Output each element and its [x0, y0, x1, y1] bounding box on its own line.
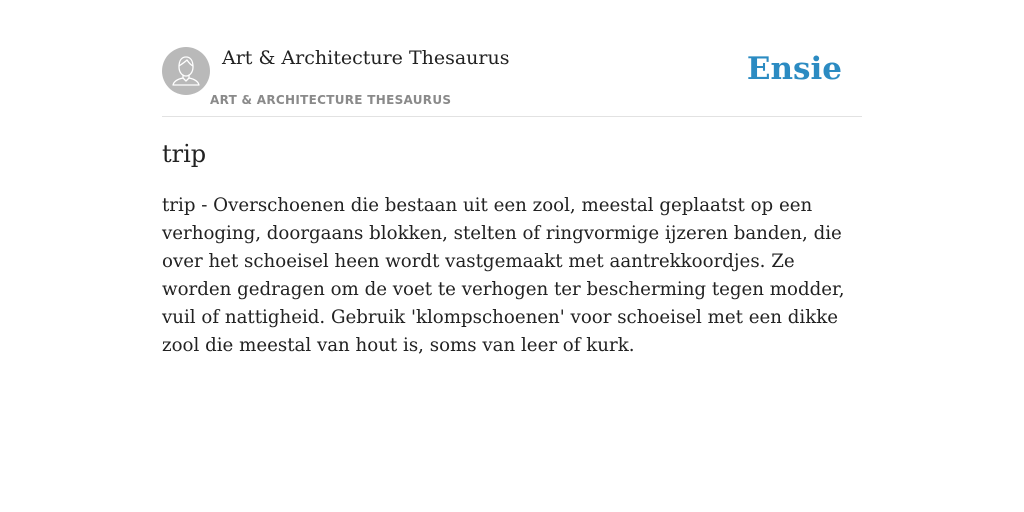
ensie-logo-link[interactable]: Ensie — [746, 51, 842, 87]
avatar[interactable] — [162, 47, 210, 95]
entry-term: trip — [162, 140, 207, 168]
source-title[interactable]: Art & Architecture Thesaurus — [222, 47, 510, 69]
source-header — [162, 46, 862, 117]
user-silhouette-icon — [162, 47, 210, 95]
entry-definition: trip - Overschoenen die bestaan uit een zool, meestal geplaatst op een verhoging, doorgaans blokken, stelten of ringvormige ijzeren banden, die over het schoeisel heen wordt vastgemaakt met aantrekkoordjes. Ze worden gedragen om de voet te verhogen ter bescherming tegen modder, vuil of nattigheid. Gebruik 'klompschoenen' voor schoeisel met een dikke zool die meestal van hout is, soms van leer of kurk. — [162, 195, 845, 356]
source-subtitle[interactable]: ART & ARCHITECTURE THESAURUS — [210, 93, 452, 107]
